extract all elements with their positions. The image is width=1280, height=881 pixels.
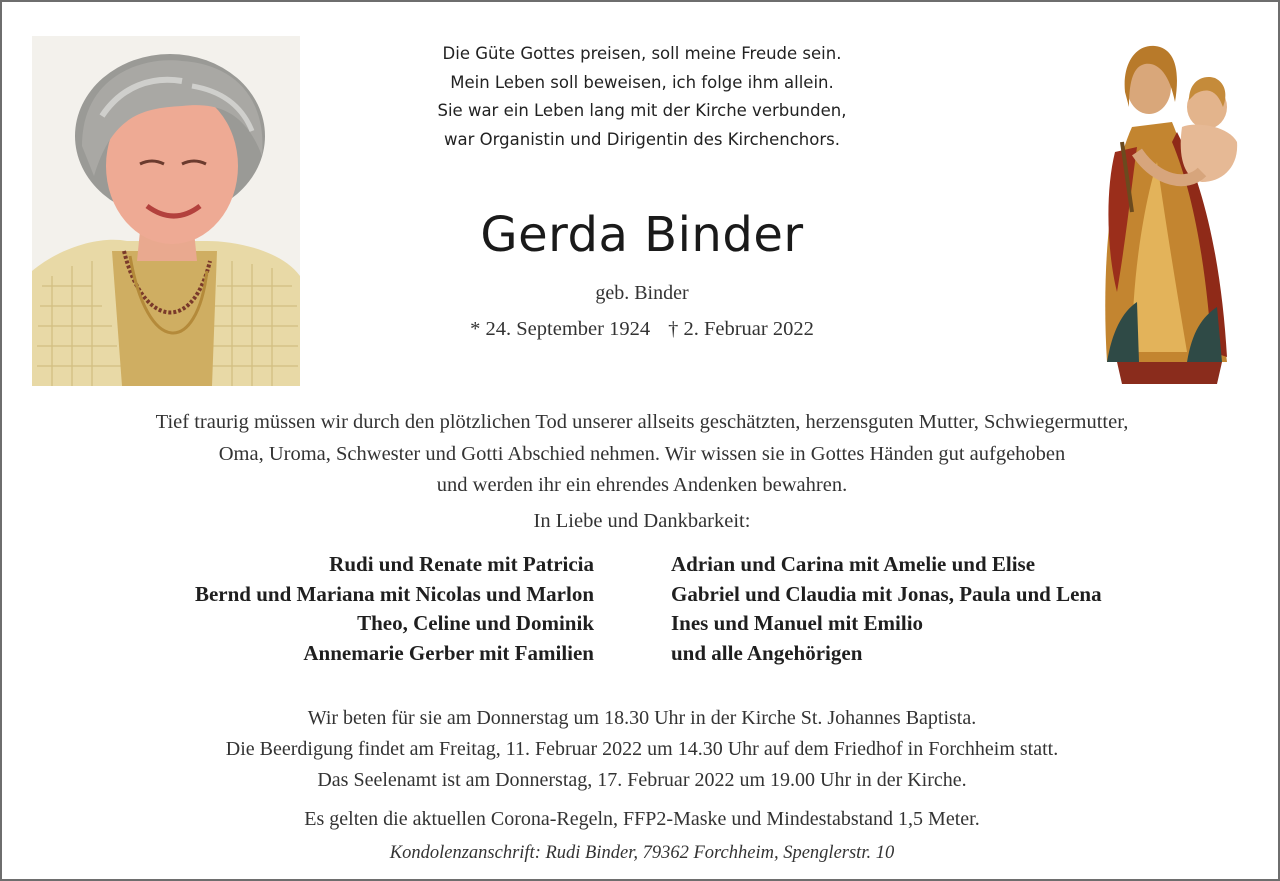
intro-text: [22, 407, 1262, 502]
intro-line: Tief traurig müssen wir durch den plötzlichen Tod unserer allseits geschätzten, herzensguten Mutter, Schwiegermutter,: [155, 411, 1129, 433]
portrait-photo: [32, 36, 300, 386]
verse-line: Sie war ein Leben lang mit der Kirche verbunden,: [437, 101, 847, 120]
verse: [332, 40, 952, 154]
family-entry: Gabriel und Claudia mit Jonas, Paula und Lena: [671, 581, 1102, 606]
corona-notice: Es gelten die aktuellen Corona-Regeln, FFP2-Maske und Mindestabstand 1,5 Meter.: [304, 808, 980, 830]
madonna-statue: [1077, 32, 1257, 392]
deceased-name: Gerda Binder: [480, 207, 804, 263]
family-entry: und alle Angehörigen: [671, 640, 863, 665]
family-entry: Bernd und Mariana mit Nicolas und Marlon: [194, 581, 594, 606]
family-entry: Theo, Celine und Dominik: [357, 611, 594, 635]
family-list-left: [42, 550, 594, 668]
death-date: † 2. Februar 2022: [668, 318, 814, 340]
birth-date: * 24. September 1924: [470, 318, 651, 340]
thanks-line: In Liebe und Dankbarkeit:: [533, 510, 751, 532]
service-line: Das Seelenamt ist am Donnerstag, 17. Februar 2022 um 19.00 Uhr in der Kirche.: [317, 769, 967, 791]
family-entry: Ines und Manuel mit Emilio: [671, 611, 924, 635]
family-entry: Rudi und Renate mit Patricia: [329, 552, 594, 576]
life-dates: [382, 318, 902, 341]
birth-name: geb. Binder: [595, 282, 689, 304]
intro-line: Oma, Uroma, Schwester und Gotti Abschied nehmen. Wir wissen sie in Gottes Händen gut aufgehoben: [218, 442, 1066, 465]
verse-line: Die Güte Gottes preisen, soll meine Freude sein.: [442, 44, 842, 63]
condolence-address: Kondolenzanschrift: Rudi Binder, 79362 Forchheim, Spenglerstr. 10: [389, 843, 895, 863]
service-info: [42, 703, 1242, 796]
intro-line: und werden ihr ein ehrendes Andenken bewahren.: [436, 474, 848, 496]
family-entry: Adrian und Carina mit Amelie und Elise: [671, 552, 1036, 576]
verse-line: war Organistin und Dirigentin des Kirchenchors.: [444, 129, 840, 149]
family-list-right: [671, 550, 1251, 668]
family-entry: Annemarie Gerber mit Familien: [303, 640, 594, 665]
service-line: Die Beerdigung findet am Freitag, 11. Februar 2022 um 14.30 Uhr auf dem Friedhof in Forchheim statt.: [225, 738, 1059, 760]
verse-line: Mein Leben soll beweisen, ich folge ihm allein.: [450, 72, 834, 92]
service-line: Wir beten für sie am Donnerstag um 18.30 Uhr in der Kirche St. Johannes Baptista.: [307, 707, 977, 729]
